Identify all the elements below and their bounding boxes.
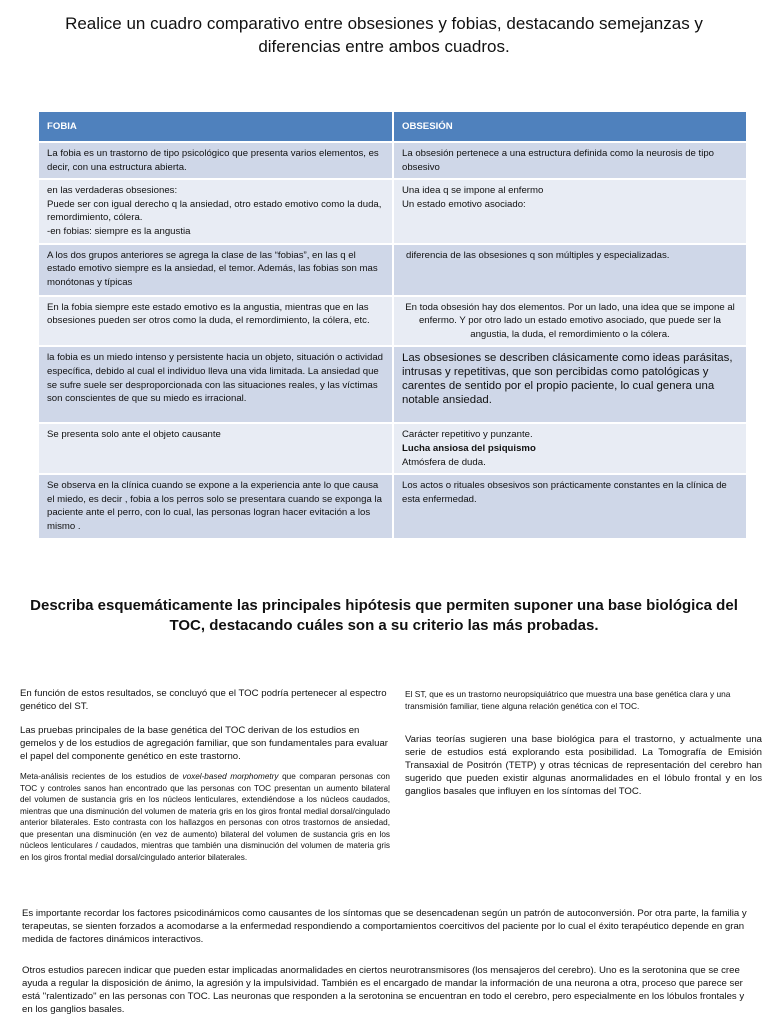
table-header-row: [39, 112, 747, 142]
table-row: [39, 142, 747, 179]
cell-text: diferencia de las obsesiones q son múltiples y especializadas.: [406, 249, 670, 261]
cell-obsesion: [393, 474, 747, 537]
table-row: [39, 179, 747, 243]
bottom-paragraph-2: Otros estudios parecen indicar que pueden estar implicadas anormalidades en ciertos neurotransmisores (los mensajeros del cerebro). Uno es la serotonina que se cree ayuda a regular la disposición de ánimo, la agresión y la impulsividad. También es el encargado de mandar la información de una neurona a otra, proceso que parece ser está "ralentizado" en las personas con TOC. Las neuronas que responden a la serotonina se encuentran en todo el cerebro, pero especialmente en los lóbulos frontales y en los ganglios basales.: [22, 965, 745, 1015]
cell-fobia: [39, 346, 393, 423]
text-span: Meta-análisis recientes de los estudios de: [20, 772, 183, 781]
left-paragraph-2: Las pruebas principales de la base genética del TOC derivan de los estudios en gemelos y de los estudios de agregación familiar, que son fundamentales para evaluar el papel del componente genético en este trastorno.: [20, 725, 388, 762]
cell-fobia: [39, 474, 393, 537]
cell-text: En la fobia siempre este estado emotivo es la angustia, mientras que en las obsesiones pueden ser otros como la duda, el remordimiento, la cólera, etc.: [47, 301, 370, 327]
left-paragraph-3: [20, 771, 390, 863]
cell-text: Puede ser con igual derecho q la ansiedad, otro estado emotivo como la duda, remordimiento, cólera.: [47, 198, 382, 224]
table-row: [39, 423, 747, 474]
cell-text: La obsesión pertenece a una estructura definida como la neurosis de tipo obsesivo: [402, 148, 714, 173]
emphasis-text: voxel-based morphometry: [182, 772, 279, 781]
cell-text: Se presenta solo ante el objeto causante: [47, 429, 221, 441]
cell-fobia: [39, 296, 393, 347]
cell-fobia: [39, 142, 393, 179]
cell-text: -en fobias: siempre es la angustia: [47, 225, 191, 237]
cell-obsesion: [393, 423, 747, 474]
cell-text: Los actos o rituales obsesivos son prácticamente constantes en la clínica de esta enfermedad.: [402, 480, 727, 505]
cell-text: Se observa en la clínica cuando se expone a la experiencia ante lo que causa el miedo, es decir , fobia a los perros solo se presentara cuando se exponga la paciente ante el perro, con lo cual, las personas logran hacer evitación a los mismo .: [47, 480, 382, 532]
right-paragraph-1: El ST, que es un trastorno neuropsiquiátrico que muestra una base genética clara y una transmisión familiar, tiene alguna relación genética con el TOC.: [405, 689, 731, 711]
right-paragraph-2: Varias teorías sugieren una base biológica para el trastorno, y actualmente una serie de estudios está explorando esta posibilidad. La Tomografía de Emisión Transaxial de Positrón (TETP) y otras técnicas de representación del cerebro han sugerido que pueden existir algunas anormalidades en el lóbulo frontal y en los ganglios basales que influyen en los síntomas del TOC.: [405, 734, 762, 797]
cell-fobia: [39, 179, 393, 243]
cell-obsesion: [393, 296, 747, 347]
cell-text: Una idea q se impone al enfermo: [402, 185, 544, 197]
cell-obsesion: [393, 244, 747, 296]
comparison-table: [39, 112, 748, 538]
cell-obsesion: [393, 142, 747, 179]
cell-text: Las obsesiones se describen clásicamente como ideas parásitas, intrusas y repetitivas, que son percibidas como patológicas y carentes de sentido por el propio paciente, lo cual genera una notable ansiedad.: [402, 352, 733, 407]
table-row: [39, 474, 747, 537]
cell-obsesion: [393, 346, 747, 423]
section-title: Describa esquemáticamente las principales hipótesis que permiten suponer una base biológica del TOC, destacando cuáles son a su criterio las más probadas.: [30, 597, 738, 634]
cell-text: En toda obsesión hay dos elementos. Por un lado, una idea que se impone al enfermo. Y por otro lado un estado emotivo asociado, que puede ser la angustia, la duda, el remordimiento o la cólera.: [405, 301, 735, 340]
table-row: [39, 296, 747, 347]
text-span: que comparan personas con TOC y controles sanos han encontrado que las personas con TOC presentan un aumento bilateral del volumen de sustancia gris en los núcleos lenticulares, extendiéndose a los núcleos caudados, mientras que una disminución del volumen de materia gris en los giros frontal medial dorsal/cingulado anterior bilaterales. Esto contrasta con los hallazgos en personas con otros trastornos de ansiedad, que presentan una disminución (en vez de aumento) bilateral del volumen de sustancia gris en los núcleos lenticulares / caudados, mientras que también una disminución del volumen de materia gris en los giros frontal medial dorsal/cingulado anterior bilaterales.: [20, 772, 390, 862]
cell-text: La fobia es un trastorno de tipo psicológico que presenta varios elementos, es decir, con una estructura abierta.: [47, 148, 379, 173]
header-obsesion: OBSESIÓN: [393, 112, 747, 142]
cell-obsesion: [393, 179, 747, 243]
cell-fobia: [39, 423, 393, 474]
cell-text: Un estado emotivo asociado:: [402, 198, 526, 210]
bottom-paragraph-1: Es importante recordar los factores psicodinámicos como causantes de los síntomas que se desencadenan según un patrón de autoconversión. Por otra parte, la familia y terapeutas, se sienten forzados a acomodarse a la enfermedad respondiendo a comportamientos coercitivos del paciente por lo cual el éxito terapéutico depende en gran medida de factores dinámicos interactivos.: [22, 908, 747, 945]
left-paragraph-1: En función de estos resultados, se concluyó que el TOC podría pertenecer al espectro genético del ST.: [20, 688, 387, 712]
cell-text: A los dos grupos anteriores se agrega la clase de las “fobias”, en las q el estado emotivo siempre es la ansiedad, el temor. Además, las fobias son mas monótonas y típicas: [47, 249, 378, 288]
cell-text: Atmósfera de duda.: [402, 456, 486, 468]
table-row: [39, 244, 747, 296]
cell-text: Lucha ansiosa del psiquismo: [402, 442, 536, 454]
cell-text: Carácter repetitivo y punzante.: [402, 429, 533, 441]
table-row: [39, 346, 747, 423]
header-fobia: FOBIA: [39, 112, 393, 142]
cell-text: en las verdaderas obsesiones:: [47, 185, 178, 197]
cell-text: la fobia es un miedo intenso y persistente hacia un objeto, situación o actividad específica, debido al cual el individuo lleva una vida limitada. La ansiedad que se sufre suele ser desproporcionada con las situaciones reales, y las víctimas son conscientes de que su miedo es irracional.: [47, 352, 383, 405]
cell-fobia: [39, 244, 393, 296]
page-title: Realice un cuadro comparativo entre obsesiones y fobias, destacando semejanzas y diferencias entre ambos cuadros.: [65, 14, 703, 56]
